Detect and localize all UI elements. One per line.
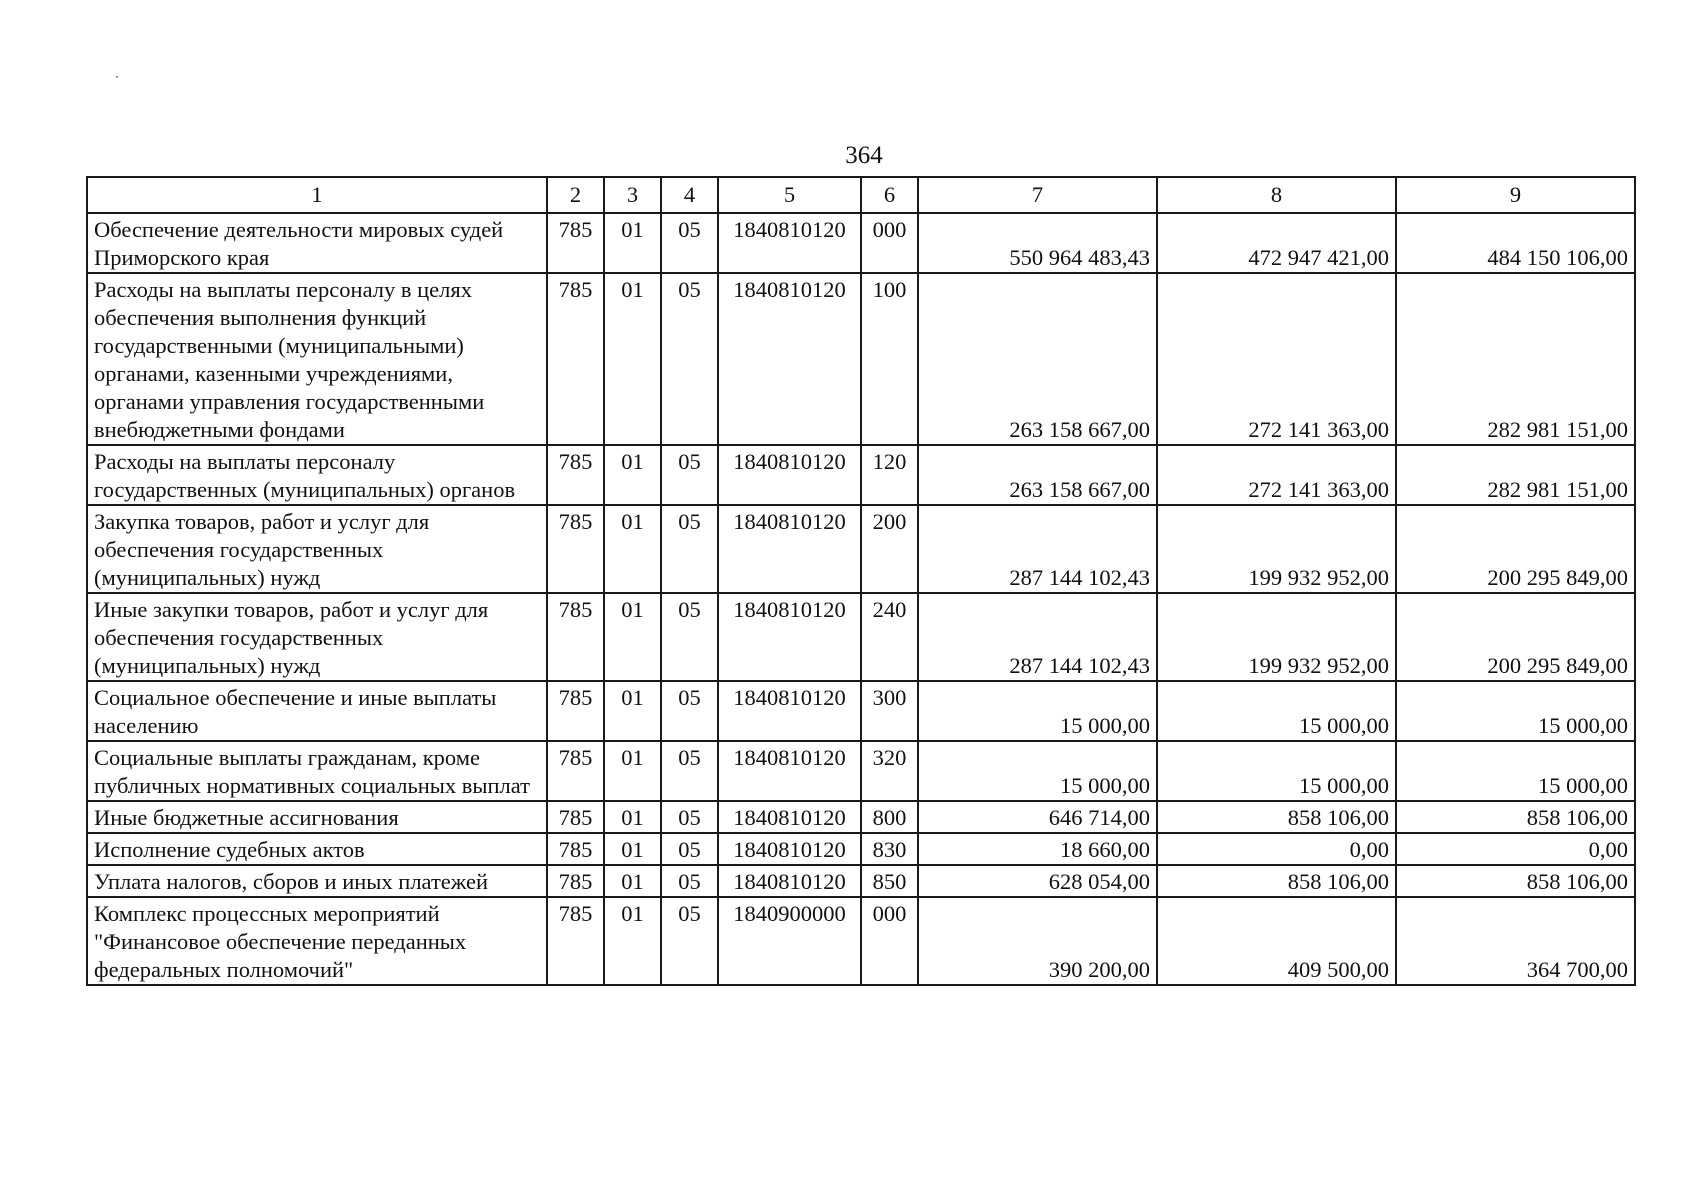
table-row — [87, 833, 1635, 865]
budget-table — [86, 176, 1636, 986]
ministry-code: 785 — [547, 865, 604, 897]
section-code: 01 — [604, 801, 661, 833]
subsection-code: 05 — [661, 897, 718, 985]
column-header-5: 5 — [718, 177, 861, 213]
subsection-code: 05 — [661, 213, 718, 273]
amount-col-9: 200 295 849,00 — [1396, 593, 1635, 681]
row-name: Закупка товаров, работ и услуг для обеспечения государственных (муниципальных) нужд — [87, 505, 547, 593]
target-article-code: 1840810120 — [718, 741, 861, 801]
amount-col-8: 858 106,00 — [1157, 801, 1396, 833]
amount-col-7: 15 000,00 — [918, 741, 1157, 801]
expense-type-code: 240 — [861, 593, 918, 681]
section-code: 01 — [604, 897, 661, 985]
subsection-code: 05 — [661, 681, 718, 741]
expense-type-code: 000 — [861, 897, 918, 985]
section-code: 01 — [604, 505, 661, 593]
amount-col-7: 287 144 102,43 — [918, 593, 1157, 681]
row-name: Исполнение судебных актов — [87, 833, 547, 865]
target-article-code: 1840810120 — [718, 833, 861, 865]
column-number-row — [87, 177, 1635, 213]
table-row — [87, 801, 1635, 833]
column-header-8: 8 — [1157, 177, 1396, 213]
section-code: 01 — [604, 833, 661, 865]
amount-col-9: 282 981 151,00 — [1396, 445, 1635, 505]
expense-type-code: 800 — [861, 801, 918, 833]
amount-col-9: 858 106,00 — [1396, 865, 1635, 897]
amount-col-8: 199 932 952,00 — [1157, 593, 1396, 681]
table-row — [87, 273, 1635, 445]
expense-type-code: 100 — [861, 273, 918, 445]
amount-col-7: 15 000,00 — [918, 681, 1157, 741]
column-header-3: 3 — [604, 177, 661, 213]
section-code: 01 — [604, 865, 661, 897]
ministry-code: 785 — [547, 741, 604, 801]
target-article-code: 1840810120 — [718, 213, 861, 273]
section-code: 01 — [604, 273, 661, 445]
target-article-code: 1840810120 — [718, 273, 861, 445]
amount-col-7: 18 660,00 — [918, 833, 1157, 865]
expense-type-code: 300 — [861, 681, 918, 741]
target-article-code: 1840900000 — [718, 897, 861, 985]
table-row — [87, 681, 1635, 741]
amount-col-8: 199 932 952,00 — [1157, 505, 1396, 593]
subsection-code: 05 — [661, 741, 718, 801]
amount-col-8: 15 000,00 — [1157, 681, 1396, 741]
table-row — [87, 741, 1635, 801]
amount-col-8: 15 000,00 — [1157, 741, 1396, 801]
amount-col-8: 409 500,00 — [1157, 897, 1396, 985]
section-code: 01 — [604, 213, 661, 273]
amount-col-8: 0,00 — [1157, 833, 1396, 865]
target-article-code: 1840810120 — [718, 505, 861, 593]
amount-col-8: 272 141 363,00 — [1157, 273, 1396, 445]
ministry-code: 785 — [547, 505, 604, 593]
column-header-2: 2 — [547, 177, 604, 213]
row-name: Уплата налогов, сборов и иных платежей — [87, 865, 547, 897]
amount-col-9: 15 000,00 — [1396, 741, 1635, 801]
subsection-code: 05 — [661, 445, 718, 505]
column-header-9: 9 — [1396, 177, 1635, 213]
row-name: Иные закупки товаров, работ и услуг для обеспечения государственных (муниципальных) нужд — [87, 593, 547, 681]
row-name: Иные бюджетные ассигнования — [87, 801, 547, 833]
column-header-7: 7 — [918, 177, 1157, 213]
row-name: Социальные выплаты гражданам, кроме публичных нормативных социальных выплат — [87, 741, 547, 801]
section-code: 01 — [604, 445, 661, 505]
column-header-1: 1 — [87, 177, 547, 213]
column-header-4: 4 — [661, 177, 718, 213]
subsection-code: 05 — [661, 505, 718, 593]
amount-col-9: 0,00 — [1396, 833, 1635, 865]
section-code: 01 — [604, 681, 661, 741]
ministry-code: 785 — [547, 593, 604, 681]
amount-col-7: 646 714,00 — [918, 801, 1157, 833]
ministry-code: 785 — [547, 273, 604, 445]
amount-col-7: 287 144 102,43 — [918, 505, 1157, 593]
subsection-code: 05 — [661, 273, 718, 445]
subsection-code: 05 — [661, 833, 718, 865]
amount-col-9: 15 000,00 — [1396, 681, 1635, 741]
expense-type-code: 320 — [861, 741, 918, 801]
target-article-code: 1840810120 — [718, 445, 861, 505]
expense-type-code: 830 — [861, 833, 918, 865]
subsection-code: 05 — [661, 801, 718, 833]
section-code: 01 — [604, 741, 661, 801]
target-article-code: 1840810120 — [718, 801, 861, 833]
row-name: Социальное обеспечение и иные выплаты населению — [87, 681, 547, 741]
amount-col-9: 858 106,00 — [1396, 801, 1635, 833]
ministry-code: 785 — [547, 801, 604, 833]
amount-col-7: 628 054,00 — [918, 865, 1157, 897]
row-name: Обеспечение деятельности мировых судей Приморского края — [87, 213, 547, 273]
amount-col-9: 200 295 849,00 — [1396, 505, 1635, 593]
amount-col-8: 472 947 421,00 — [1157, 213, 1396, 273]
page-number: 364 — [845, 142, 883, 169]
amount-col-8: 272 141 363,00 — [1157, 445, 1396, 505]
amount-col-7: 263 158 667,00 — [918, 445, 1157, 505]
subsection-code: 05 — [661, 865, 718, 897]
table-row — [87, 897, 1635, 985]
table-row — [87, 445, 1635, 505]
amount-col-7: 263 158 667,00 — [918, 273, 1157, 445]
expense-type-code: 120 — [861, 445, 918, 505]
ministry-code: 785 — [547, 897, 604, 985]
column-header-6: 6 — [861, 177, 918, 213]
table-row — [87, 213, 1635, 273]
expense-type-code: 000 — [861, 213, 918, 273]
amount-col-9: 484 150 106,00 — [1396, 213, 1635, 273]
ministry-code: 785 — [547, 213, 604, 273]
ministry-code: 785 — [547, 833, 604, 865]
subsection-code: 05 — [661, 593, 718, 681]
ministry-code: 785 — [547, 445, 604, 505]
table-row — [87, 505, 1635, 593]
row-name: Расходы на выплаты персоналу в целях обеспечения выполнения функций государственными (муниципальными) органами, казенными учреждениями, органами управления государственными внебюджетными фондами — [87, 273, 547, 445]
table-body — [87, 177, 1635, 985]
expense-type-code: 200 — [861, 505, 918, 593]
amount-col-8: 858 106,00 — [1157, 865, 1396, 897]
section-code: 01 — [604, 593, 661, 681]
amount-col-7: 390 200,00 — [918, 897, 1157, 985]
amount-col-9: 282 981 151,00 — [1396, 273, 1635, 445]
amount-col-7: 550 964 483,43 — [918, 213, 1157, 273]
row-name: Расходы на выплаты персоналу государственных (муниципальных) органов — [87, 445, 547, 505]
row-name: Комплекс процессных мероприятий "Финансовое обеспечение переданных федеральных полномочий" — [87, 897, 547, 985]
table-row — [87, 865, 1635, 897]
table-row — [87, 593, 1635, 681]
expense-type-code: 850 — [861, 865, 918, 897]
target-article-code: 1840810120 — [718, 593, 861, 681]
amount-col-9: 364 700,00 — [1396, 897, 1635, 985]
target-article-code: 1840810120 — [718, 865, 861, 897]
ministry-code: 785 — [547, 681, 604, 741]
scan-speck — [116, 76, 118, 78]
target-article-code: 1840810120 — [718, 681, 861, 741]
